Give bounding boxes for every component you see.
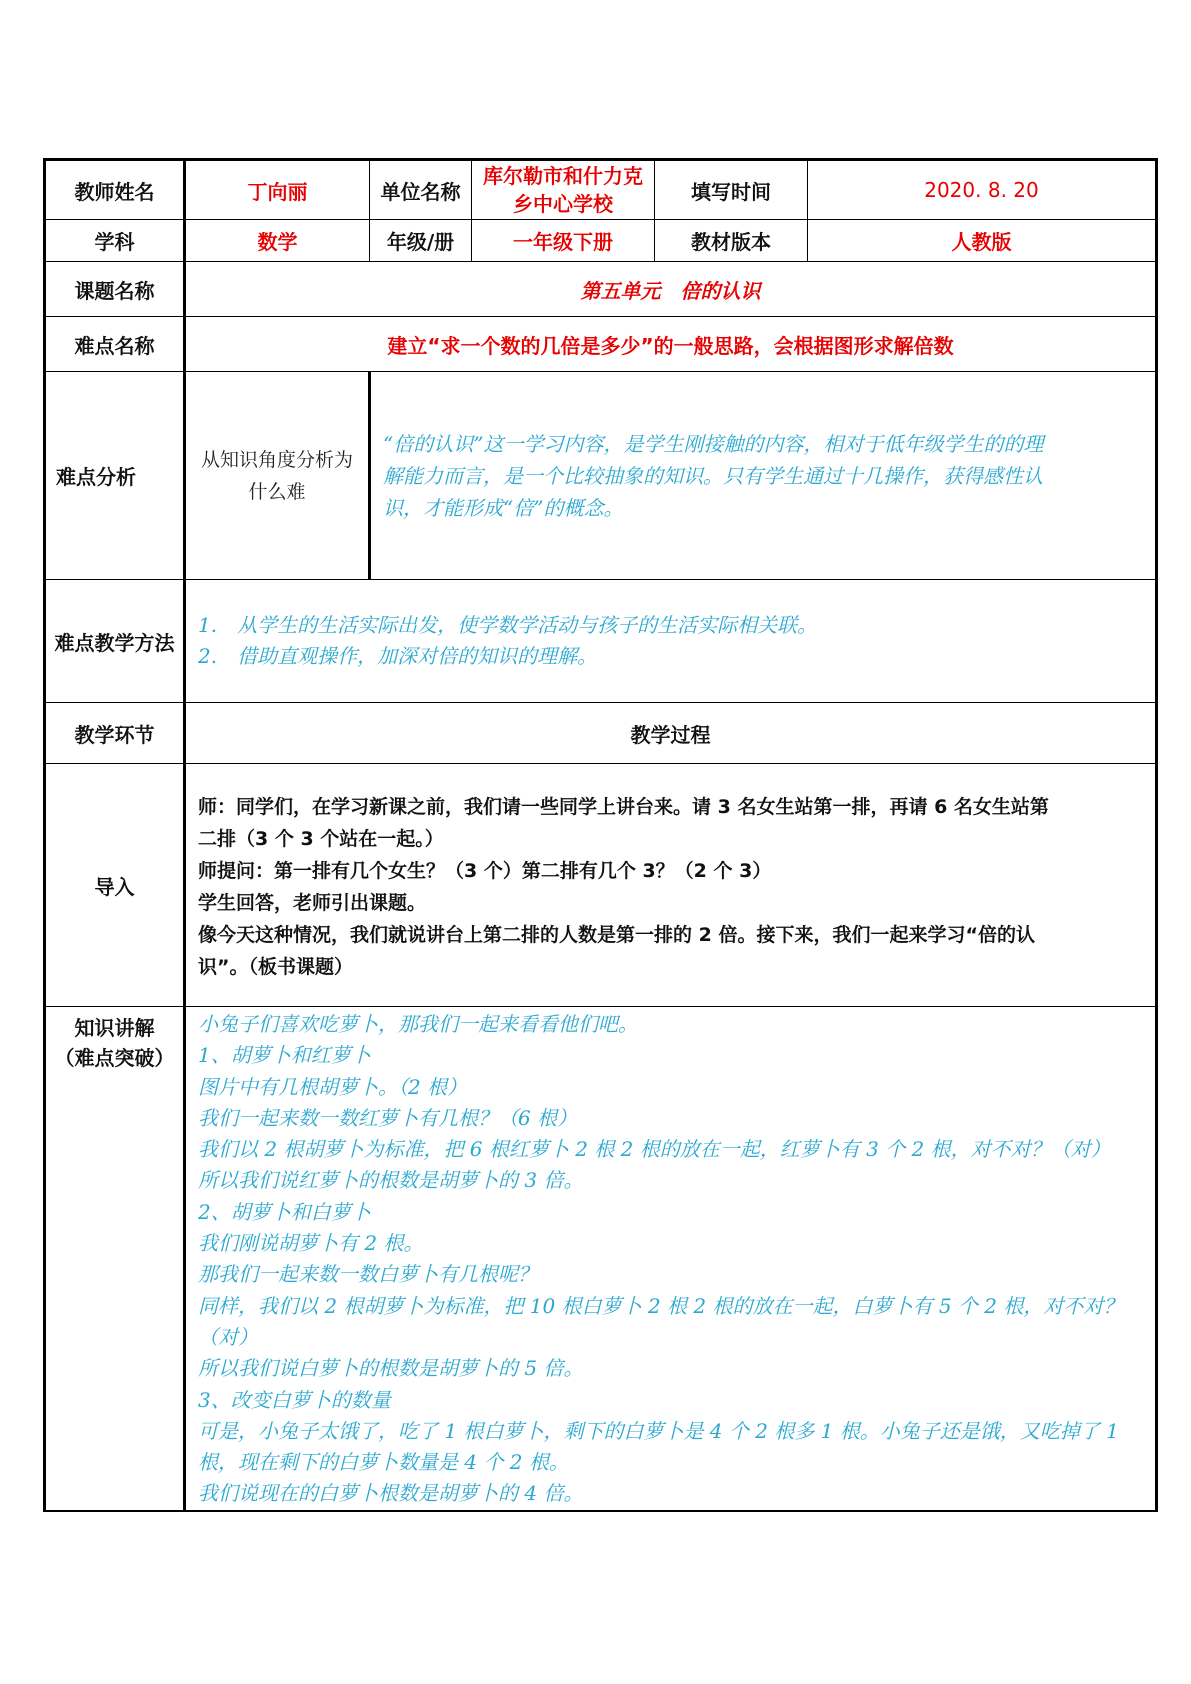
knowledge-line: 图片中有几根胡萝卜。（2 根） xyxy=(198,1074,468,1099)
intro-line: 二排（3 个 3 个站在一起。） xyxy=(198,828,444,850)
knowledge-line: 1、胡萝卜和红萝卜 xyxy=(198,1043,371,1068)
analysis-row xyxy=(45,372,1157,580)
subject-value: 数学 xyxy=(185,220,370,262)
topic-label: 课题名称 xyxy=(45,262,185,317)
method-label: 难点教学方法 xyxy=(45,580,185,703)
analysis-sub-label-line1: 从知识角度分析为 xyxy=(200,448,353,471)
knowledge-line: 可是，小兔子太饿了，吃了 1 根白萝卜，剩下的白萝卜是 4 个 2 根多 1 根。小兔子还是饿，又吃掉了 1 xyxy=(198,1418,1119,1443)
intro-label: 导入 xyxy=(45,764,185,1007)
intro-text xyxy=(185,764,1157,1007)
edition-label: 教材版本 xyxy=(655,220,808,262)
analysis-text-line2: 解能力而言，是一个比较抽象的知识。只有学生通过十几操作，获得感性认 xyxy=(383,464,1043,488)
analysis-label: 难点分析 xyxy=(45,372,185,580)
difficulty-row xyxy=(45,317,1157,372)
unit-value xyxy=(472,160,655,220)
process-value: 教学过程 xyxy=(185,703,1157,764)
topic-row xyxy=(45,262,1157,317)
knowledge-line: 同样，我们以 2 根胡萝卜为标准，把 10 根白萝卜 2 根 2 根的放在一起，白萝卜有 5 个 2 根，对不对？ xyxy=(198,1293,1124,1318)
lesson-plan-table xyxy=(43,158,1158,1512)
knowledge-line: 所以我们说红萝卜的根数是胡萝卜的 3 倍。 xyxy=(198,1168,584,1193)
process-row xyxy=(45,703,1157,764)
method-row xyxy=(45,580,1157,703)
teacher-value: 丁向丽 xyxy=(185,160,370,220)
method-item-2: 2. 借助直观操作，加深对倍的知识的理解。 xyxy=(198,644,598,668)
intro-row xyxy=(45,764,1157,1007)
intro-line: 师提问：第一排有几个女生？（3 个）第二排有几个 3？（2 个 3） xyxy=(198,860,772,882)
intro-line: 像今天这种情况，我们就说讲台上第二排的人数是第一排的 2 倍。接下来，我们一起来学习“倍的认 xyxy=(198,924,1035,946)
difficulty-label: 难点名称 xyxy=(45,317,185,372)
knowledge-line: （对） xyxy=(198,1324,258,1349)
knowledge-line: 2、胡萝卜和白萝卜 xyxy=(198,1199,371,1224)
knowledge-label-line1: 知识讲解 xyxy=(74,1016,155,1040)
header-row-1 xyxy=(45,160,1157,220)
unit-value-line2: 乡中心学校 xyxy=(513,192,613,216)
difficulty-value: 建立“求一个数的几倍是多少”的一般思路，会根据图形求解倍数 xyxy=(185,317,1157,372)
knowledge-label xyxy=(45,1007,185,1511)
knowledge-label-line2: （难点突破） xyxy=(54,1046,175,1070)
knowledge-text xyxy=(185,1007,1157,1511)
grade-label: 年级/册 xyxy=(370,220,472,262)
analysis-text-line3: 识，才能形成“倍”的概念。 xyxy=(383,496,624,520)
unit-value-line1: 库尔勒市和什力克 xyxy=(483,164,643,188)
analysis-text-line1: “倍的认识”这一学习内容，是学生刚接触的内容，相对于低年级学生的的理 xyxy=(383,432,1044,456)
analysis-sub-label xyxy=(185,372,370,580)
knowledge-row xyxy=(45,1007,1157,1511)
knowledge-line: 所以我们说白萝卜的根数是胡萝卜的 5 倍。 xyxy=(198,1356,584,1381)
topic-value: 第五单元 倍的认识 xyxy=(185,262,1157,317)
edition-value: 人教版 xyxy=(808,220,1157,262)
grade-value: 一年级下册 xyxy=(472,220,655,262)
knowledge-line: 我们一起来数一数红萝卜有几根？（6 根） xyxy=(198,1105,578,1130)
method-item-1: 1. 从学生的生活实际出发，使学数学活动与孩子的生活实际相关联。 xyxy=(198,613,818,637)
knowledge-line: 根，现在剩下的白萝卜数量是 4 个 2 根。 xyxy=(198,1450,569,1475)
knowledge-line: 小兔子们喜欢吃萝卜，那我们一起来看看他们吧。 xyxy=(198,1012,638,1036)
subject-label: 学科 xyxy=(45,220,185,262)
intro-line: 学生回答，老师引出课题。 xyxy=(198,892,427,914)
analysis-sub-label-line2: 什么难 xyxy=(248,480,306,503)
unit-label: 单位名称 xyxy=(370,160,472,220)
date-value: 2020. 8. 20 xyxy=(808,160,1157,220)
analysis-text xyxy=(370,372,1157,580)
teacher-label: 教师姓名 xyxy=(45,160,185,220)
knowledge-line: 3、改变白萝卜的数量 xyxy=(198,1387,391,1412)
date-label: 填写时间 xyxy=(655,160,808,220)
knowledge-line: 我们刚说胡萝卜有 2 根。 xyxy=(198,1231,424,1256)
intro-line: 师：同学们，在学习新课之前，我们请一些同学上讲台来。请 3 名女生站第一排，再请 6 名女生站第 xyxy=(198,796,1049,818)
knowledge-line: 我们说现在的白萝卜根数是胡萝卜的 4 倍。 xyxy=(198,1481,584,1506)
method-list xyxy=(185,580,1157,703)
knowledge-line: 我们以 2 根胡萝卜为标准，把 6 根红萝卜 2 根 2 根的放在一起，红萝卜有 3 个 2 根，对不对？（对） xyxy=(198,1137,1111,1162)
knowledge-line: 那我们一起来数一数白萝卜有几根呢？ xyxy=(198,1262,538,1287)
intro-line: 识”。（板书课题） xyxy=(198,956,353,978)
process-label: 教学环节 xyxy=(45,703,185,764)
header-row-2 xyxy=(45,220,1157,262)
